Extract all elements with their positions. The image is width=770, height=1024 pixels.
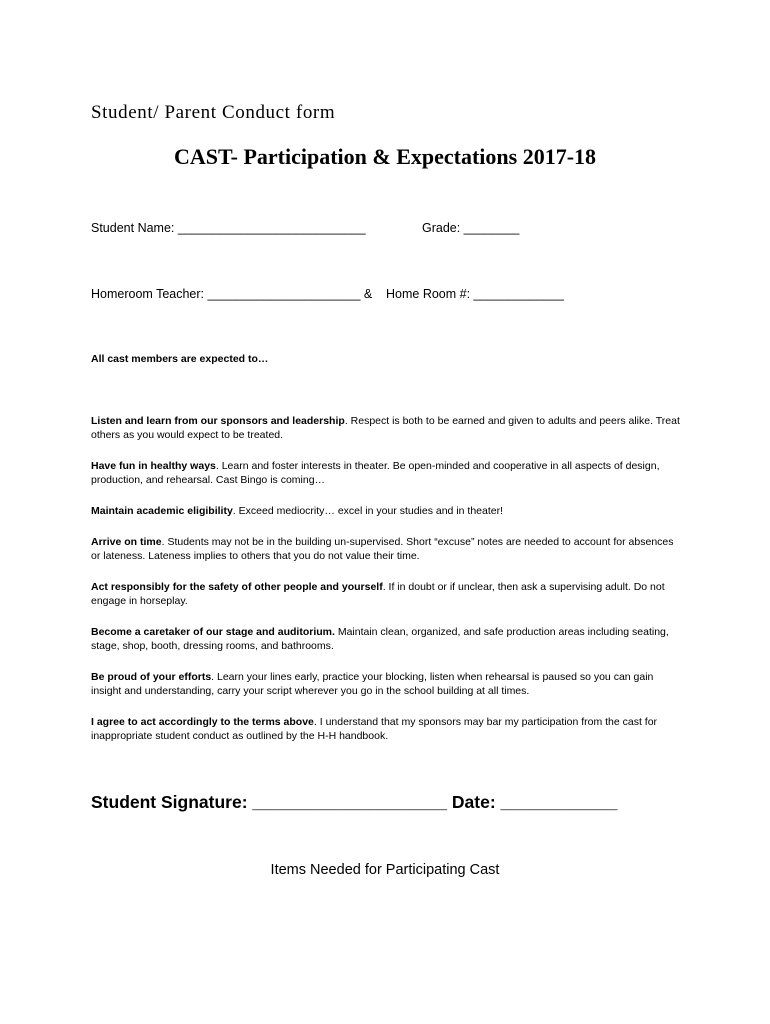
expectation-text: . I understand that my sponsors may bar my participation from the cast for inappropriate student conduct as outlined by the H-H handbook. (91, 716, 658, 742)
expectation-heading: Become a caretaker of our stage and auditorium. (91, 626, 335, 638)
expectation-text: . Students may not be in the building un-supervised. Short “excuse” notes are needed to account for absences or lateness. Lateness implies to others that you do not value their time. (91, 536, 674, 562)
expectation-item (91, 504, 683, 518)
expectation-heading: Listen and learn from our sponsors and leadership (91, 415, 345, 427)
expectation-item (91, 414, 683, 442)
expectation-heading: Be proud of your efforts (91, 671, 212, 683)
signature-line[interactable]: Student Signature: ____________________ Date: ____________ (91, 792, 618, 812)
student-name-field[interactable]: Student Name: ___________________________ (91, 221, 366, 235)
expectation-text: . Respect is both to be earned and given to adults and peers alike. Treat others as you would expect to be treated. (91, 415, 680, 441)
homeroom-teacher-field[interactable]: Homeroom Teacher: ______________________ & (91, 287, 373, 301)
expectation-heading: Act responsibly for the safety of other people and yourself (91, 581, 383, 593)
items-needed-heading: Items Needed for Participating Cast (270, 862, 500, 878)
home-room-field[interactable]: Home Room #: _____________ (386, 287, 564, 301)
expectation-item (91, 625, 683, 653)
expectation-heading: Have fun in healthy ways (91, 460, 216, 472)
expectation-text: Maintain clean, organized, and safe production areas including seating, stage, shop, booth, dressing rooms, and bathrooms. (91, 626, 669, 652)
expectation-text: . Learn and foster interests in theater. Be open-minded and cooperative in all aspects of design, production, and rehearsal. Cast Bingo is coming… (91, 460, 660, 486)
expectation-item (91, 459, 683, 487)
expectation-item (91, 535, 683, 563)
expectation-item (91, 715, 683, 743)
expectation-item (91, 670, 683, 698)
expectation-text: . If in doubt or if unclear, then ask a supervising adult. Do not engage in horseplay. (91, 581, 665, 607)
intro-text: All cast members are expected to… (91, 353, 269, 365)
grade-field[interactable]: Grade: ________ (422, 221, 520, 235)
form-label: Student/ Parent Conduct form (91, 102, 336, 123)
expectation-text: . Learn your lines early, practice your blocking, listen when rehearsal is paused so you can gain insight and understanding, carry your script wherever you go in the school building at all times. (91, 671, 654, 697)
expectation-heading: Maintain academic eligibility (91, 505, 233, 517)
expectation-heading: I agree to act accordingly to the terms above (91, 716, 314, 728)
expectation-text: . Exceed mediocrity… excel in your studies and in theater! (232, 505, 504, 517)
document-title: CAST- Participation & Expectations 2017-18 (173, 144, 597, 169)
expectation-item (91, 580, 683, 608)
expectation-heading: Arrive on time (91, 536, 162, 548)
